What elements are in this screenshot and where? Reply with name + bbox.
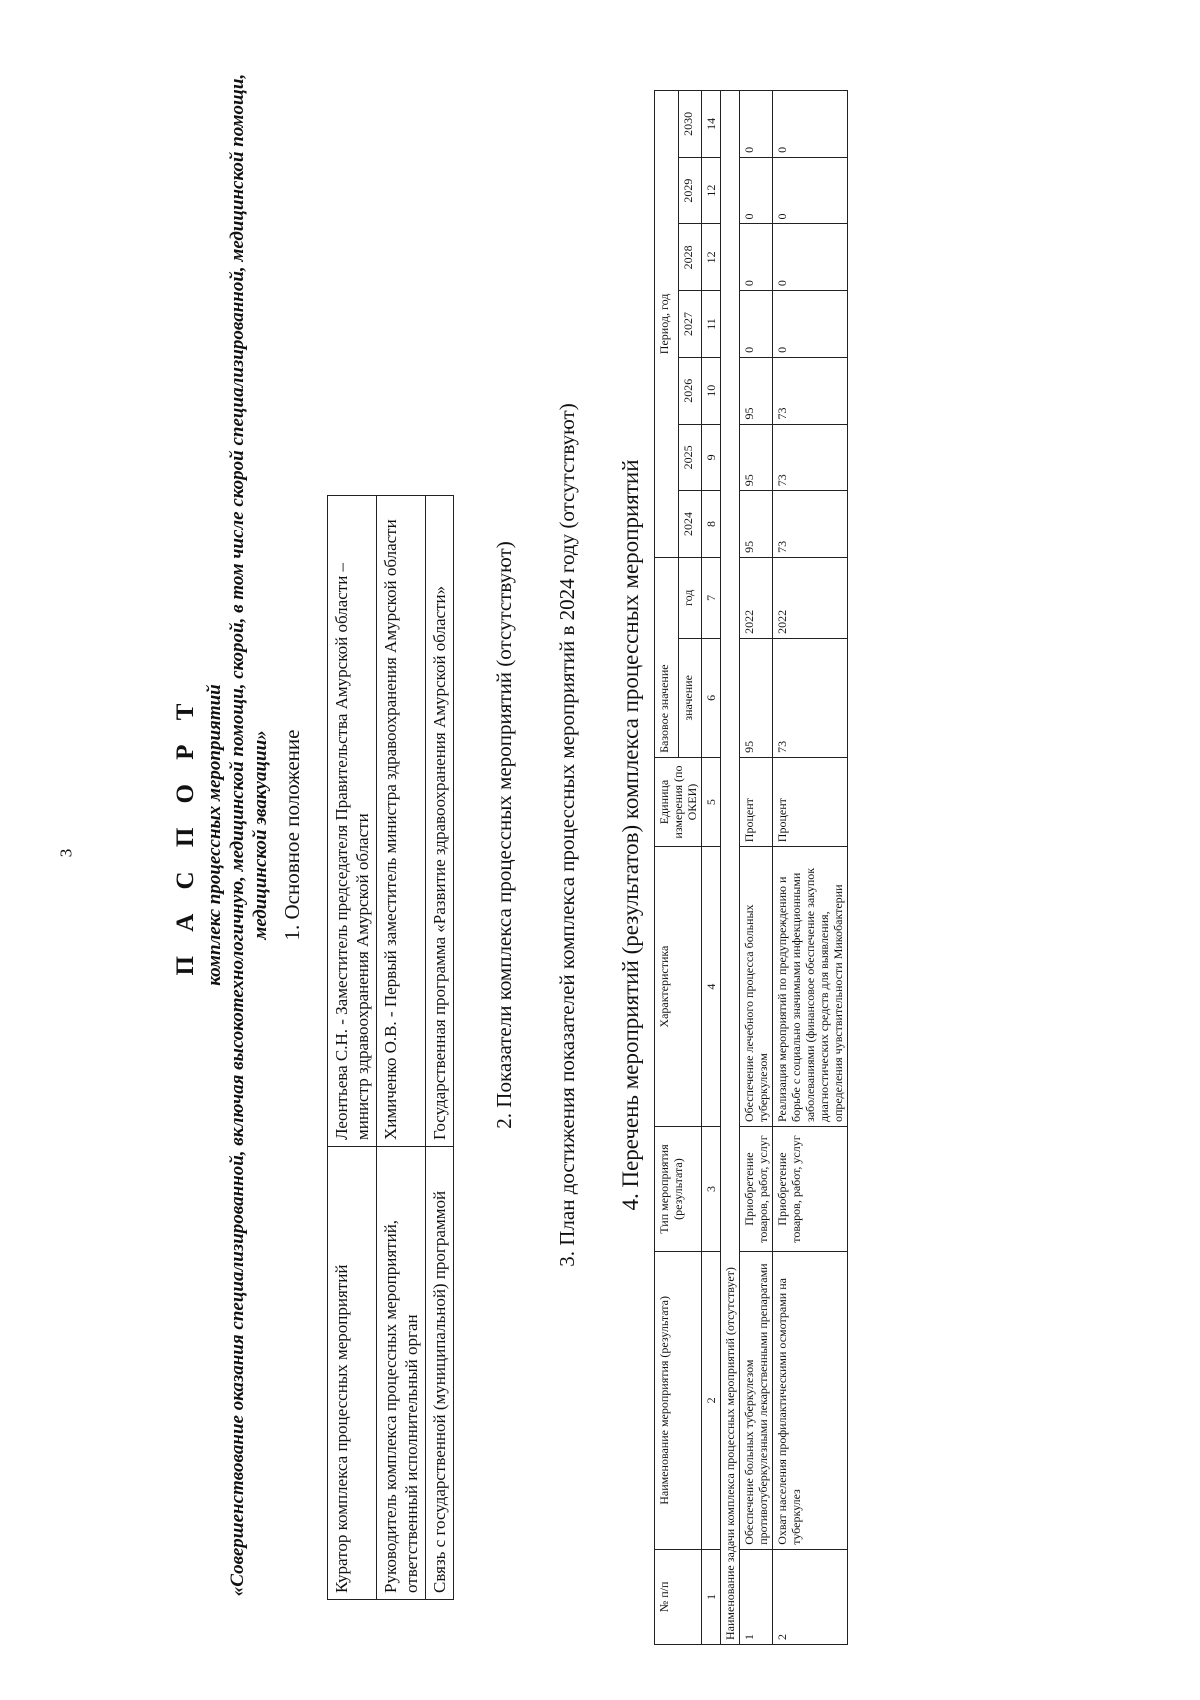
row-type: Приобретение товаров, работ, услуг <box>773 1127 848 1252</box>
row-year-value: 0 <box>740 157 773 224</box>
row-characteristic: Обеспечение лечебного процесса больных туберкулезом <box>740 847 773 1127</box>
row-base-value: 73 <box>773 638 848 757</box>
column-number: 12 <box>702 224 721 291</box>
header-base-value: значение <box>678 638 702 757</box>
column-number-row <box>702 91 721 1645</box>
column-number: 9 <box>702 424 721 491</box>
row-year-value: 0 <box>740 224 773 291</box>
row-year-value: 95 <box>740 424 773 491</box>
measures-table <box>654 90 848 1645</box>
header-year: 2028 <box>678 224 702 291</box>
table-row <box>740 91 773 1645</box>
column-number: 3 <box>702 1127 721 1252</box>
column-number: 5 <box>702 757 721 846</box>
row-base-year: 2022 <box>740 557 773 638</box>
row-base-value: 95 <box>740 638 773 757</box>
header-period: Период, год <box>655 91 679 558</box>
row-year-value: 95 <box>740 491 773 558</box>
column-number: 14 <box>702 91 721 158</box>
row-year-value: 0 <box>773 291 848 358</box>
table-cell: Связь с государственной (муниципальной) программой <box>426 1147 454 1600</box>
row-year-value: 0 <box>773 157 848 224</box>
row-year-value: 0 <box>773 224 848 291</box>
task-row-label: Наименование задачи комплекса процессных мероприятий (отсутствует) <box>721 91 740 1645</box>
row-unit: Процент <box>740 757 773 846</box>
rotated-page-content <box>160 25 1200 1645</box>
table-row <box>426 496 454 1600</box>
column-number: 11 <box>702 291 721 358</box>
header-name: Наименование мероприятия (результата) <box>655 1252 702 1550</box>
document-subtitle-full: «Совершенствование оказания специализированной, включая высокотехнологичную, медицинской помощи, скорой, в том числе скорой специализированной, медицинской помощи, медицинской эвакуации» <box>227 73 271 1597</box>
page-number: 3 <box>56 848 76 858</box>
row-characteristic: Реализация мероприятий по предупреждению и борьбе с социально значимыми инфекционными заболеваниями (финансовое обеспечение закупок диагностических средств для выявления, определения чувствительности Микобактерии <box>773 847 848 1127</box>
table-row <box>377 496 426 1600</box>
header-year: 2026 <box>678 357 702 424</box>
header-year: 2024 <box>678 491 702 558</box>
row-base-year: 2022 <box>773 557 848 638</box>
column-number: 12 <box>702 157 721 224</box>
row-num: 1 <box>740 1549 773 1644</box>
header-year: 2025 <box>678 424 702 491</box>
table-row <box>773 91 848 1645</box>
table-cell: Государственная программа «Развитие здравоохранения Амурской области» <box>426 496 454 1147</box>
row-unit: Процент <box>773 757 848 846</box>
header-base-year: год <box>678 557 702 638</box>
column-number: 8 <box>702 491 721 558</box>
row-year-value: 0 <box>773 91 848 158</box>
table-cell: Руководитель комплекса процессных мероприятий, ответственный исполнительный орган <box>377 1147 426 1600</box>
header-base: Базовое значение <box>655 557 679 757</box>
column-number: 6 <box>702 638 721 757</box>
column-number: 4 <box>702 847 721 1127</box>
header-type: Тип мероприятия (результата) <box>655 1127 702 1252</box>
section-2-heading: 2. Показатели комплекса процессных мероприятий (отсутствуют) <box>492 541 516 1129</box>
row-name: Обеспечение больных туберкулезом противотуберкулезными лекарственными препаратами <box>740 1252 773 1550</box>
row-year-value: 73 <box>773 424 848 491</box>
row-num: 2 <box>773 1549 848 1644</box>
section-1-heading: 1. Основное положение <box>280 729 304 941</box>
row-year-value: 95 <box>740 357 773 424</box>
header-year: 2030 <box>678 91 702 158</box>
document-title: П А С П О Р Т <box>172 694 199 976</box>
header-unit: Единица измерения (по ОКЕИ) <box>655 757 702 846</box>
table-cell: Леонтьева С.Н. - Заместитель председателя Правительства Амурской области – министр здравоохранения Амурской области <box>328 496 377 1147</box>
table-cell: Куратор комплекса процессных мероприятий <box>328 1147 377 1600</box>
table-row <box>328 496 377 1600</box>
task-row <box>721 91 740 1645</box>
header-year: 2027 <box>678 291 702 358</box>
column-number: 1 <box>702 1549 721 1644</box>
table-header-row <box>655 91 679 1645</box>
table-cell: Химиченко О.В. - Первый заместитель министра здравоохранения Амурской области <box>377 496 426 1147</box>
column-number: 2 <box>702 1252 721 1550</box>
column-number: 7 <box>702 557 721 638</box>
row-year-value: 73 <box>773 357 848 424</box>
column-number: 10 <box>702 357 721 424</box>
document-subtitle: комплекс процессных мероприятий <box>204 684 225 986</box>
row-type: Приобретение товаров, работ, услуг <box>740 1127 773 1252</box>
header-year: 2029 <box>678 157 702 224</box>
row-year-value: 0 <box>740 291 773 358</box>
header-characteristic: Характеристика <box>655 847 702 1127</box>
basic-info-table <box>327 495 454 1600</box>
row-name: Охват населения профилактическими осмотрами на туберкулез <box>773 1252 848 1550</box>
section-4-heading: 4. Перечень мероприятий (результатов) комплекса процессных мероприятий <box>618 459 643 1211</box>
section-3-heading: 3. План достижения показателей комплекса процессных мероприятий в 2024 году (отсутствуют) <box>555 403 579 1267</box>
row-year-value: 73 <box>773 491 848 558</box>
header-num: № п/п <box>655 1549 702 1644</box>
row-year-value: 0 <box>740 91 773 158</box>
